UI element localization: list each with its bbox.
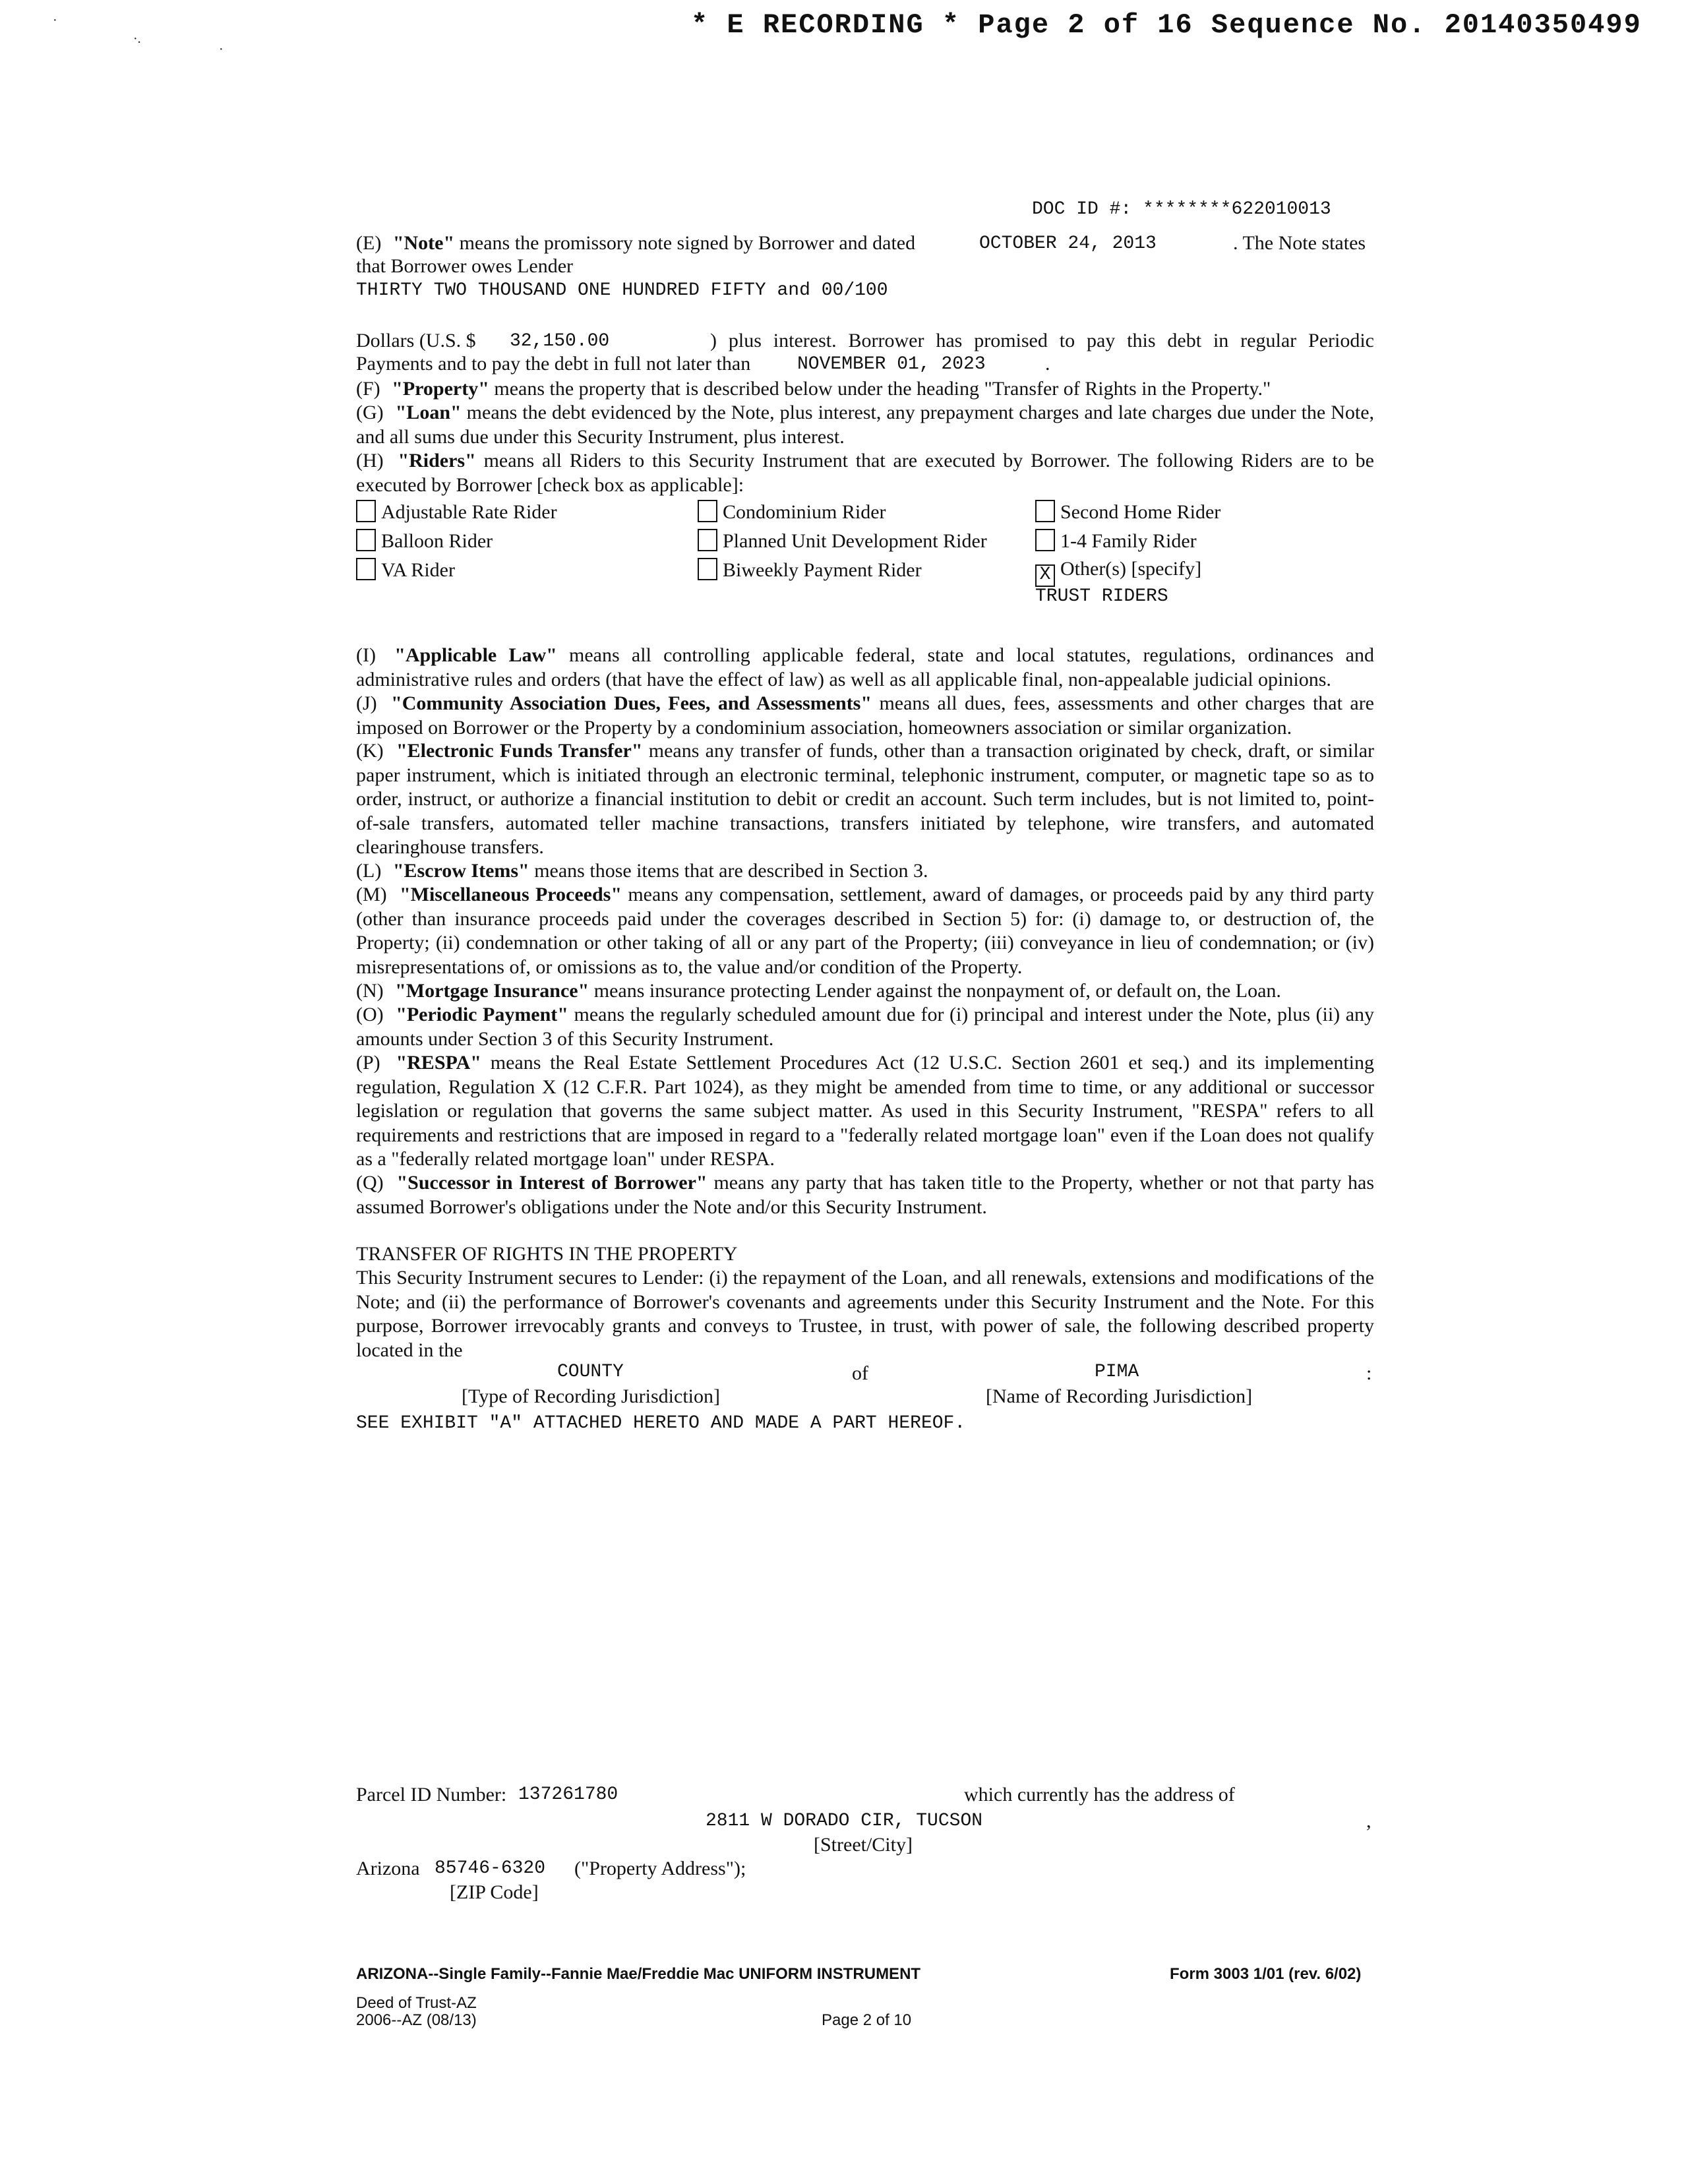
rider-one-four-family[interactable] bbox=[1035, 529, 1197, 553]
adjustable-rate-checkbox[interactable] bbox=[356, 500, 376, 522]
definition-l bbox=[356, 859, 1374, 884]
jurisdiction-of: of bbox=[852, 1362, 868, 1384]
note-amount-words: THIRTY TWO THOUSAND ONE HUNDRED FIFTY and 00/100 bbox=[356, 280, 888, 301]
parcel-label: Parcel ID Number: bbox=[356, 1784, 507, 1805]
rider-second-home[interactable] bbox=[1035, 500, 1221, 524]
footer-page: Page 2 of 10 bbox=[822, 2011, 912, 2029]
def-i-text: means all controlling applicable federal, state and local statutes, regulations, ordinances and administrative rules and orders (that have the effect of law) as well as all applicable final, non-appealable judicial opinions. bbox=[356, 644, 1374, 690]
other-rider-specify: TRUST RIDERS bbox=[1035, 586, 1168, 607]
zip-code: 85746-6320 bbox=[435, 1858, 546, 1879]
recording-banner: * E RECORDING * Page 2 of 16 Sequence No. 20140350499 bbox=[691, 9, 1642, 41]
definition-n bbox=[356, 979, 1374, 1004]
rider-va[interactable] bbox=[356, 558, 455, 582]
def-i-label: (I) bbox=[356, 644, 376, 666]
condominium-checkbox[interactable] bbox=[698, 500, 717, 522]
note-date: OCTOBER 24, 2013 bbox=[979, 233, 1157, 254]
one-four-family-checkbox[interactable] bbox=[1035, 529, 1055, 551]
dollars-suffix: ) plus interest. Borrower has promised to pay this debt in regular Periodic bbox=[710, 330, 1374, 351]
def-f-label: (F) bbox=[356, 378, 380, 400]
rider-other[interactable] bbox=[1035, 558, 1201, 587]
second-home-checkbox[interactable] bbox=[1035, 500, 1055, 522]
def-m-text: means any compensation, settlement, award of damages, or proceeds paid by any third party (other than insurance proceeds paid under the coverages described in Section 5) for: (i) damage to, or destruction of, the Property; (ii) condemnation or other taking of all or any part of the Property; (iii) conveyance in lieu of condemnation; or (iv) misrepresentations of, or omissions as to, the value and/or condition of the Property. bbox=[356, 884, 1375, 978]
def-g-term: "Loan" bbox=[395, 402, 462, 423]
def-n-term: "Mortgage Insurance" bbox=[395, 980, 589, 1002]
def-i-term: "Applicable Law" bbox=[394, 644, 557, 666]
def-j-term: "Community Association Dues, Fees, and Assessments" bbox=[391, 692, 872, 714]
address-state: Arizona bbox=[356, 1858, 420, 1879]
def-n-text: means insurance protecting Lender against the nonpayment of, or default on, the Loan. bbox=[593, 980, 1281, 1002]
jurisdiction-type-caption: [Type of Recording Jurisdiction] bbox=[462, 1385, 720, 1407]
def-h-label: (H) bbox=[356, 450, 384, 471]
rider-adjustable-rate[interactable] bbox=[356, 500, 557, 524]
transfer-heading: TRANSFER OF RIGHTS IN THE PROPERTY bbox=[356, 1243, 738, 1265]
doc-id bbox=[1032, 199, 1331, 220]
def-g-label: (G) bbox=[356, 402, 384, 423]
definition-j bbox=[356, 692, 1374, 740]
def-p-term: "RESPA" bbox=[396, 1052, 481, 1074]
definition-i bbox=[356, 644, 1374, 692]
def-p-text: means the Real Estate Settlement Procedures Act (12 U.S.C. Section 2601 et seq.) and its implementing regulation, Regulation X (12 C.F.R. Part 1024), as they might be amended from time to time, or any additional or successor legislation or regulation that governs the same subject matter. As used in this Security Instrument, "RESPA" refers to all requirements and restrictions that are imposed in regard to a "federally related mortgage loan" even if the Loan does not qualify as a "federally related mortgage loan" under RESPA. bbox=[356, 1052, 1374, 1170]
transfer-text: This Security Instrument secures to Lender: (i) the repayment of the Loan, and all renewals, extensions and modifications of the Note; and (ii) the performance of Borrower's covenants and agreements under this Security Instrument and the Note. For this purpose, Borrower irrevocably grants and conveys to Trustee, in trust, with power of sale, the following described property located in the bbox=[356, 1267, 1374, 1361]
def-f-term: "Property" bbox=[392, 378, 489, 400]
other-checkbox[interactable]: X bbox=[1035, 564, 1055, 587]
def-k-term: "Electronic Funds Transfer" bbox=[396, 740, 643, 762]
def-o-label: (O) bbox=[356, 1004, 384, 1025]
va-checkbox[interactable] bbox=[356, 558, 376, 580]
footer-form: Form 3003 1/01 (rev. 6/02) bbox=[1170, 1965, 1362, 1983]
def-j-text: means all dues, fees, assessments and other charges that are imposed on Borrower or the Property by a condominium association, homeowners association or similar organization. bbox=[356, 692, 1374, 739]
adjustable-rate-label: Adjustable Rate Rider bbox=[381, 501, 557, 523]
def-l-term: "Escrow Items" bbox=[392, 860, 529, 882]
second-home-label: Second Home Rider bbox=[1060, 501, 1221, 523]
jurisdiction-type: COUNTY bbox=[557, 1362, 624, 1382]
definition-f bbox=[356, 377, 1374, 402]
pud-checkbox[interactable] bbox=[698, 529, 717, 551]
maturity-date: NOVEMBER 01, 2023 bbox=[797, 354, 986, 375]
def-q-term: "Successor in Interest of Borrower" bbox=[396, 1172, 708, 1194]
pud-label: Planned Unit Development Rider bbox=[723, 530, 987, 552]
jurisdiction-colon: : bbox=[1366, 1362, 1372, 1384]
one-four-family-label: 1-4 Family Rider bbox=[1060, 530, 1197, 552]
maturity-period: . bbox=[1045, 353, 1050, 375]
payments-text: Payments and to pay the debt in full not later than bbox=[356, 353, 751, 375]
definition-m bbox=[356, 883, 1374, 979]
def-h-term: "Riders" bbox=[398, 450, 476, 471]
va-label: VA Rider bbox=[381, 559, 455, 581]
note-line-1 bbox=[356, 232, 915, 255]
doc-id-value: ********622010013 bbox=[1143, 199, 1331, 220]
parcel-number: 137261780 bbox=[518, 1784, 618, 1805]
def-o-text: means the regularly scheduled amount due for (i) principal and interest under the Note, plus (ii) any amounts under Section 3 of this Security Instrument. bbox=[356, 1004, 1375, 1050]
rider-condominium[interactable] bbox=[698, 500, 886, 524]
def-k-text: means any transfer of funds, other than a transaction originated by check, draft, or similar paper instrument, which is initiated through an electronic terminal, telephonic instrument, computer, or magnetic tape so as to order, instruct, or authorize a financial institution to debit or credit an account. Such term includes, but is not limited to, point-of-sale transfers, automated teller machine transactions, transfers initiated by telephone, wire transfers, and automated clearinghouse transfers. bbox=[356, 740, 1375, 858]
address-intro: which currently has the address of bbox=[964, 1784, 1235, 1805]
definition-o bbox=[356, 1003, 1374, 1051]
footer-title: ARIZONA--Single Family--Fannie Mae/Freddie Mac UNIFORM INSTRUMENT bbox=[356, 1965, 921, 1983]
condominium-label: Condominium Rider bbox=[723, 501, 886, 523]
note-text-3: that Borrower owes Lender bbox=[356, 255, 574, 277]
biweekly-label: Biweekly Payment Rider bbox=[723, 559, 922, 581]
note-text-1: means the promissory note signed by Borrower and dated bbox=[459, 232, 916, 254]
jurisdiction-name-caption: [Name of Recording Jurisdiction] bbox=[986, 1385, 1253, 1407]
zip-caption: [ZIP Code] bbox=[450, 1881, 539, 1903]
note-amount: 32,150.00 bbox=[510, 331, 610, 351]
definition-p bbox=[356, 1051, 1374, 1172]
rider-pud[interactable] bbox=[698, 529, 987, 553]
note-term: "Note" bbox=[392, 232, 455, 254]
def-l-label: (L) bbox=[356, 860, 382, 882]
street-city-comma: , bbox=[1366, 1810, 1372, 1832]
def-k-label: (K) bbox=[356, 740, 384, 762]
biweekly-checkbox[interactable] bbox=[698, 558, 717, 580]
balloon-label: Balloon Rider bbox=[381, 530, 493, 552]
definition-h bbox=[356, 449, 1374, 497]
def-l-text: means those items that are described in Section 3. bbox=[534, 860, 928, 882]
def-n-label: (N) bbox=[356, 980, 384, 1002]
def-m-term: "Miscellaneous Proceeds" bbox=[399, 884, 622, 905]
note-label: (E) bbox=[356, 232, 382, 254]
def-o-term: "Periodic Payment" bbox=[396, 1004, 568, 1025]
def-q-label: (Q) bbox=[356, 1172, 384, 1194]
def-q-text: means any party that has taken title to the Property, whether or not that party has assumed Borrower's obligations under the Note and/or this Security Instrument. bbox=[356, 1172, 1375, 1218]
street-city: 2811 W DORADO CIR, TUCSON bbox=[706, 1811, 983, 1831]
rider-balloon[interactable] bbox=[356, 529, 493, 553]
balloon-checkbox[interactable] bbox=[356, 529, 376, 551]
def-g-text: means the debt evidenced by the Note, plus interest, any prepayment charges and late charges due under the Note, and all sums due under this Security Instrument, plus interest. bbox=[356, 402, 1375, 448]
def-h-text: means all Riders to this Security Instrument that are executed by Borrower. The following Riders are to be executed by Borrower [check box as applicable]: bbox=[356, 450, 1374, 496]
rider-biweekly[interactable] bbox=[698, 558, 922, 582]
other-label: Other(s) [specify] bbox=[1060, 558, 1202, 580]
def-j-label: (J) bbox=[356, 692, 377, 714]
footer-deed: Deed of Trust-AZ bbox=[356, 1994, 477, 2012]
doc-id-label: DOC ID #: bbox=[1032, 199, 1132, 220]
definition-g bbox=[356, 401, 1374, 449]
property-address-label: ("Property Address"); bbox=[574, 1858, 746, 1879]
street-city-caption: [Street/City] bbox=[814, 1834, 913, 1856]
jurisdiction-name: PIMA bbox=[1095, 1362, 1139, 1382]
exhibit-reference: SEE EXHIBIT "A" ATTACHED HERETO AND MADE A PART HEREOF. bbox=[356, 1413, 966, 1434]
definition-k bbox=[356, 739, 1374, 860]
footer-code: 2006--AZ (08/13) bbox=[356, 2011, 477, 2029]
def-p-label: (P) bbox=[356, 1052, 380, 1074]
note-text-2: . The Note states bbox=[1233, 232, 1366, 254]
def-f-text: means the property that is described below under the heading "Transfer of Rights in the Property." bbox=[494, 378, 1271, 400]
dollars-prefix: Dollars (U.S. $ bbox=[356, 330, 476, 351]
definition-q bbox=[356, 1171, 1374, 1219]
def-m-label: (M) bbox=[356, 884, 387, 905]
